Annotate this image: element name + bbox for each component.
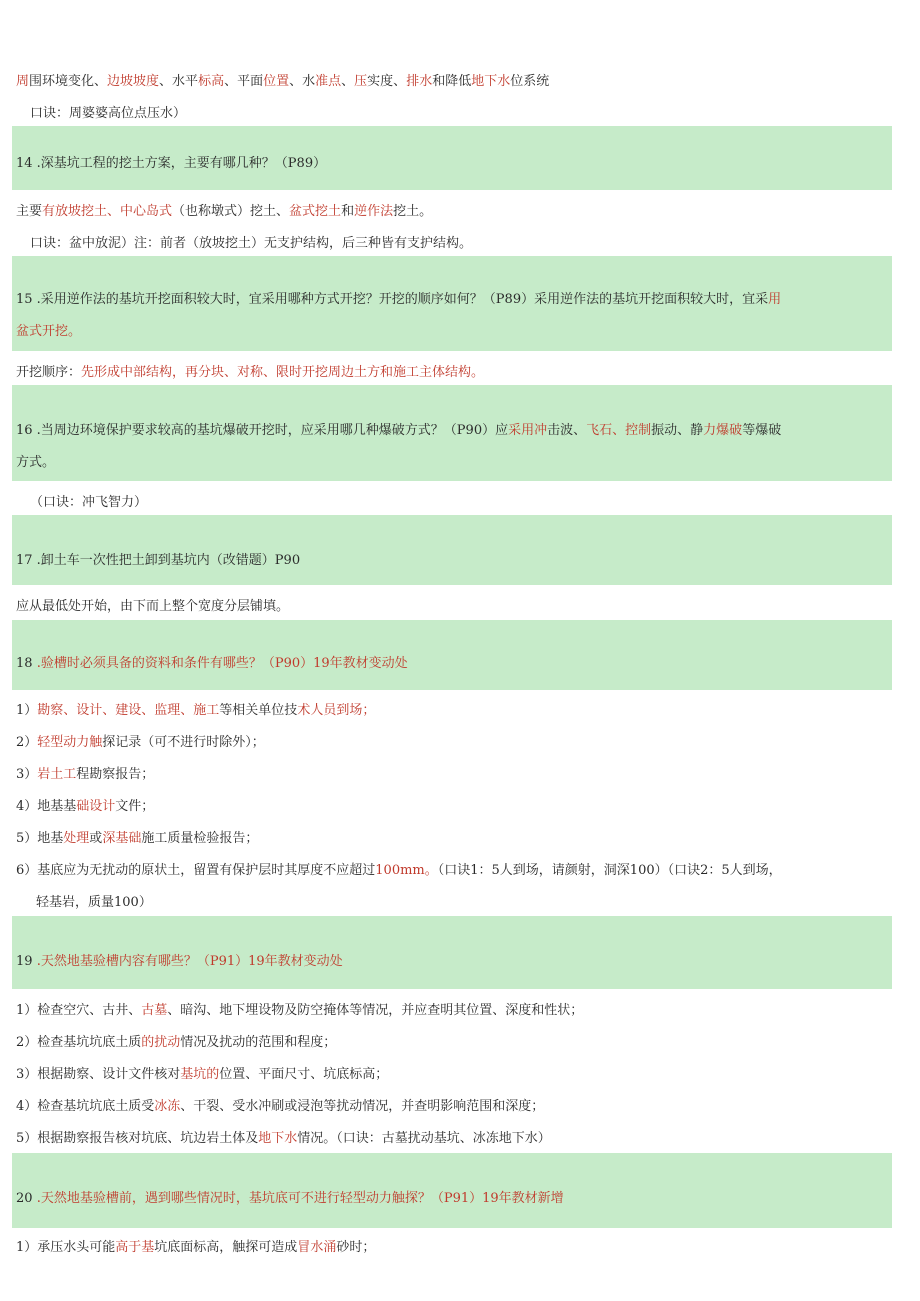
text-segment: 击波、 [547, 423, 587, 438]
highlight-text: 岩土工 [37, 767, 77, 782]
list-item [16, 829, 894, 849]
highlight-text: 冒水涌 [297, 1240, 337, 1255]
question-band-15 [12, 256, 892, 351]
text-segment: 、 [341, 74, 355, 89]
list-item [16, 1097, 894, 1117]
highlight-text: 周 [16, 74, 30, 89]
text-segment: 砂时； [336, 1240, 376, 1255]
highlight-text: 古墓 [141, 1003, 168, 1018]
question-title [16, 952, 886, 972]
text-segment: 或 [89, 831, 103, 846]
text-segment: 情况。（口诀：古墓扰动基坑、冰冻地下水） [297, 1131, 551, 1146]
text-segment: 20 [16, 1191, 37, 1206]
question-title [16, 290, 886, 310]
text-segment: （也称墩式）挖土、 [172, 204, 290, 219]
highlight-text: 位置 [263, 74, 290, 89]
question-title [16, 1189, 886, 1209]
list-item [16, 861, 894, 881]
highlight-text: 采用冲 [508, 423, 548, 438]
list-item [16, 1001, 894, 1021]
highlight-text: 力爆破 [703, 423, 743, 438]
question-band-20 [12, 1153, 892, 1228]
text-segment: 5）根据勘察报告核对坑底、坑边岩土体及 [16, 1131, 259, 1146]
highlight-text: 压 [354, 74, 368, 89]
text-segment: 等相关单位技 [219, 703, 298, 718]
highlight-text: 的扰动 [141, 1035, 181, 1050]
question-title-cont [16, 322, 886, 342]
question-band-16 [12, 385, 892, 481]
text-segment: 振动、静 [651, 423, 704, 438]
list-item [16, 765, 894, 785]
mnemonic-line [30, 104, 894, 124]
highlight-text: 准点 [315, 74, 342, 89]
text-segment: 等爆破 [742, 423, 782, 438]
text-segment: 17 .卸土车一次性把土卸到基坑内（改错题）P90 [16, 553, 301, 568]
answer-line [16, 202, 894, 222]
text-segment: 、暗沟、地下埋设物及防空掩体等情况，并应查明其位置、深度和性状； [167, 1003, 584, 1018]
text-segment: 开挖顺序： [16, 365, 82, 380]
question-band-14 [12, 126, 892, 190]
list-item [16, 733, 894, 753]
text-segment: 位系统 [510, 74, 550, 89]
text-segment: 、水平 [159, 74, 199, 89]
text-segment: 4）检查基坑坑底土质受 [16, 1099, 155, 1114]
text-segment: 15 .采用逆作法的基坑开挖面积较大时，宜采用哪种方式开挖？开挖的顺序如何？（P89）采用逆作法的基坑开挖面积较大时，宜采 [16, 292, 769, 307]
text-segment: （口诀1：5人到场，请颜射，洞深100）（口诀2：5人到场， [437, 863, 782, 878]
question-band-19 [12, 916, 892, 989]
text-segment: 坑底面标高，触探可造成 [154, 1240, 298, 1255]
highlight-text: .天然地基验槽内容有哪些？（P91）19年教材变动处 [36, 954, 343, 969]
highlight-text: .天然地基验槽前，遇到哪些情况时，基坑底可不进行轻型动力触探？（P91）19年教材新增 [36, 1191, 564, 1206]
text-segment: 轻基岩，质量100） [36, 895, 152, 910]
text-segment: 5）地基 [16, 831, 64, 846]
highlight-text: 盆式挖土 [289, 204, 342, 219]
text-segment: 2）检查基坑坑底土质 [16, 1035, 142, 1050]
list-item [16, 1065, 894, 1085]
question-title [16, 421, 886, 441]
list-item [16, 1033, 894, 1053]
text-segment: 、平面 [224, 74, 264, 89]
question-title [16, 154, 886, 174]
text-segment: 1） [16, 703, 38, 718]
highlight-text: 础设计 [76, 799, 116, 814]
question-title-cont [16, 453, 886, 473]
highlight-text: 深基础 [102, 831, 142, 846]
list-item [16, 1129, 894, 1149]
question-title [16, 551, 886, 571]
text-segment: 14 .深基坑工程的挖土方案，主要有哪几种？（P89） [16, 156, 327, 171]
text-segment: 、水 [289, 74, 316, 89]
text-segment: 实度、 [367, 74, 407, 89]
text-segment: 和降低 [432, 74, 472, 89]
text-segment: 1）检查空穴、古井、 [16, 1003, 142, 1018]
highlight-text: 有放坡挖土、中心岛式 [42, 204, 173, 219]
text-segment: 施工质量检验报告； [141, 831, 259, 846]
text-segment: 18 [16, 656, 37, 671]
highlight-text: 轻型动力触 [37, 735, 103, 750]
text-segment: 口诀：周婆婆高位点压水） [30, 106, 187, 121]
text-segment: 6）基底应为无扰动的原状土，留置有保护层时其厚度不应超过 [16, 863, 376, 878]
text-segment: 1）承压水头可能 [16, 1240, 116, 1255]
highlight-text: 地下水 [471, 74, 511, 89]
text-line [16, 72, 894, 92]
text-segment: 挖土。 [393, 204, 433, 219]
question-title [16, 654, 886, 674]
text-segment: 方式。 [16, 455, 56, 470]
highlight-text: .验槽时必须具备的资料和条件有哪些？（P90）19年教材变动处 [36, 656, 408, 671]
answer-line [16, 363, 894, 383]
text-segment: 3） [16, 767, 38, 782]
highlight-text: 逆作法 [354, 204, 394, 219]
highlight-text: 边坡坡度 [107, 74, 160, 89]
text-segment: 、干裂、受水冲刷或浸泡等扰动情况，并查明影响范围和深度； [180, 1099, 545, 1114]
list-item [16, 797, 894, 817]
text-segment: 程勘察报告； [76, 767, 155, 782]
highlight-text: 术人员到场； [297, 703, 376, 718]
highlight-text: 100mm。 [375, 863, 438, 878]
highlight-text: 处理 [63, 831, 90, 846]
text-segment: （口诀：冲飞智力） [30, 495, 148, 510]
text-segment: 16 .当周边环境保护要求较高的基坑爆破开挖时，应采用哪几种爆破方式？（P90）应 [16, 423, 509, 438]
text-segment: 19 [16, 954, 37, 969]
highlight-text: 标高 [198, 74, 225, 89]
highlight-text: 基坑的 [180, 1067, 220, 1082]
highlight-text: 排水 [406, 74, 433, 89]
text-segment: 口诀：盆中放泥）注：前者（放坡挖土）无支护结构，后三种皆有支护结构。 [30, 236, 473, 251]
answer-line [16, 597, 894, 617]
text-segment: 情况及扰动的范围和程度； [180, 1035, 337, 1050]
list-item [16, 701, 894, 721]
highlight-text: 盆式开挖。 [16, 324, 82, 339]
highlight-text: 用 [768, 292, 782, 307]
text-segment: 和 [341, 204, 355, 219]
text-segment: 3）根据勘察、设计文件核对 [16, 1067, 181, 1082]
highlight-text: 高于基 [115, 1240, 155, 1255]
highlight-text: 冰冻 [154, 1099, 181, 1114]
mnemonic-line [30, 234, 894, 254]
text-segment: 2） [16, 735, 38, 750]
text-segment: 4）地基基 [16, 799, 77, 814]
mnemonic-line [30, 493, 894, 513]
text-segment: 应从最低处开始，由下而上整个宽度分层铺填。 [16, 599, 290, 614]
text-segment: 位置、平面尺寸、坑底标高； [219, 1067, 389, 1082]
question-band-18 [12, 620, 892, 690]
text-segment: 文件； [115, 799, 155, 814]
highlight-text: 先形成中部结构，再分块、对称、限时开挖周边土方和施工主体结构。 [81, 365, 485, 380]
highlight-text: 地下水 [258, 1131, 298, 1146]
list-item [16, 1238, 894, 1258]
text-segment: 围环境变化、 [29, 74, 108, 89]
list-item-cont [36, 893, 894, 913]
text-segment: 主要 [16, 204, 43, 219]
text-segment: 探记录（可不进行时除外）； [102, 735, 265, 750]
highlight-text: 勘察、设计、建设、监理、施工 [37, 703, 220, 718]
question-band-17 [12, 515, 892, 585]
highlight-text: 飞石、控制 [586, 423, 652, 438]
